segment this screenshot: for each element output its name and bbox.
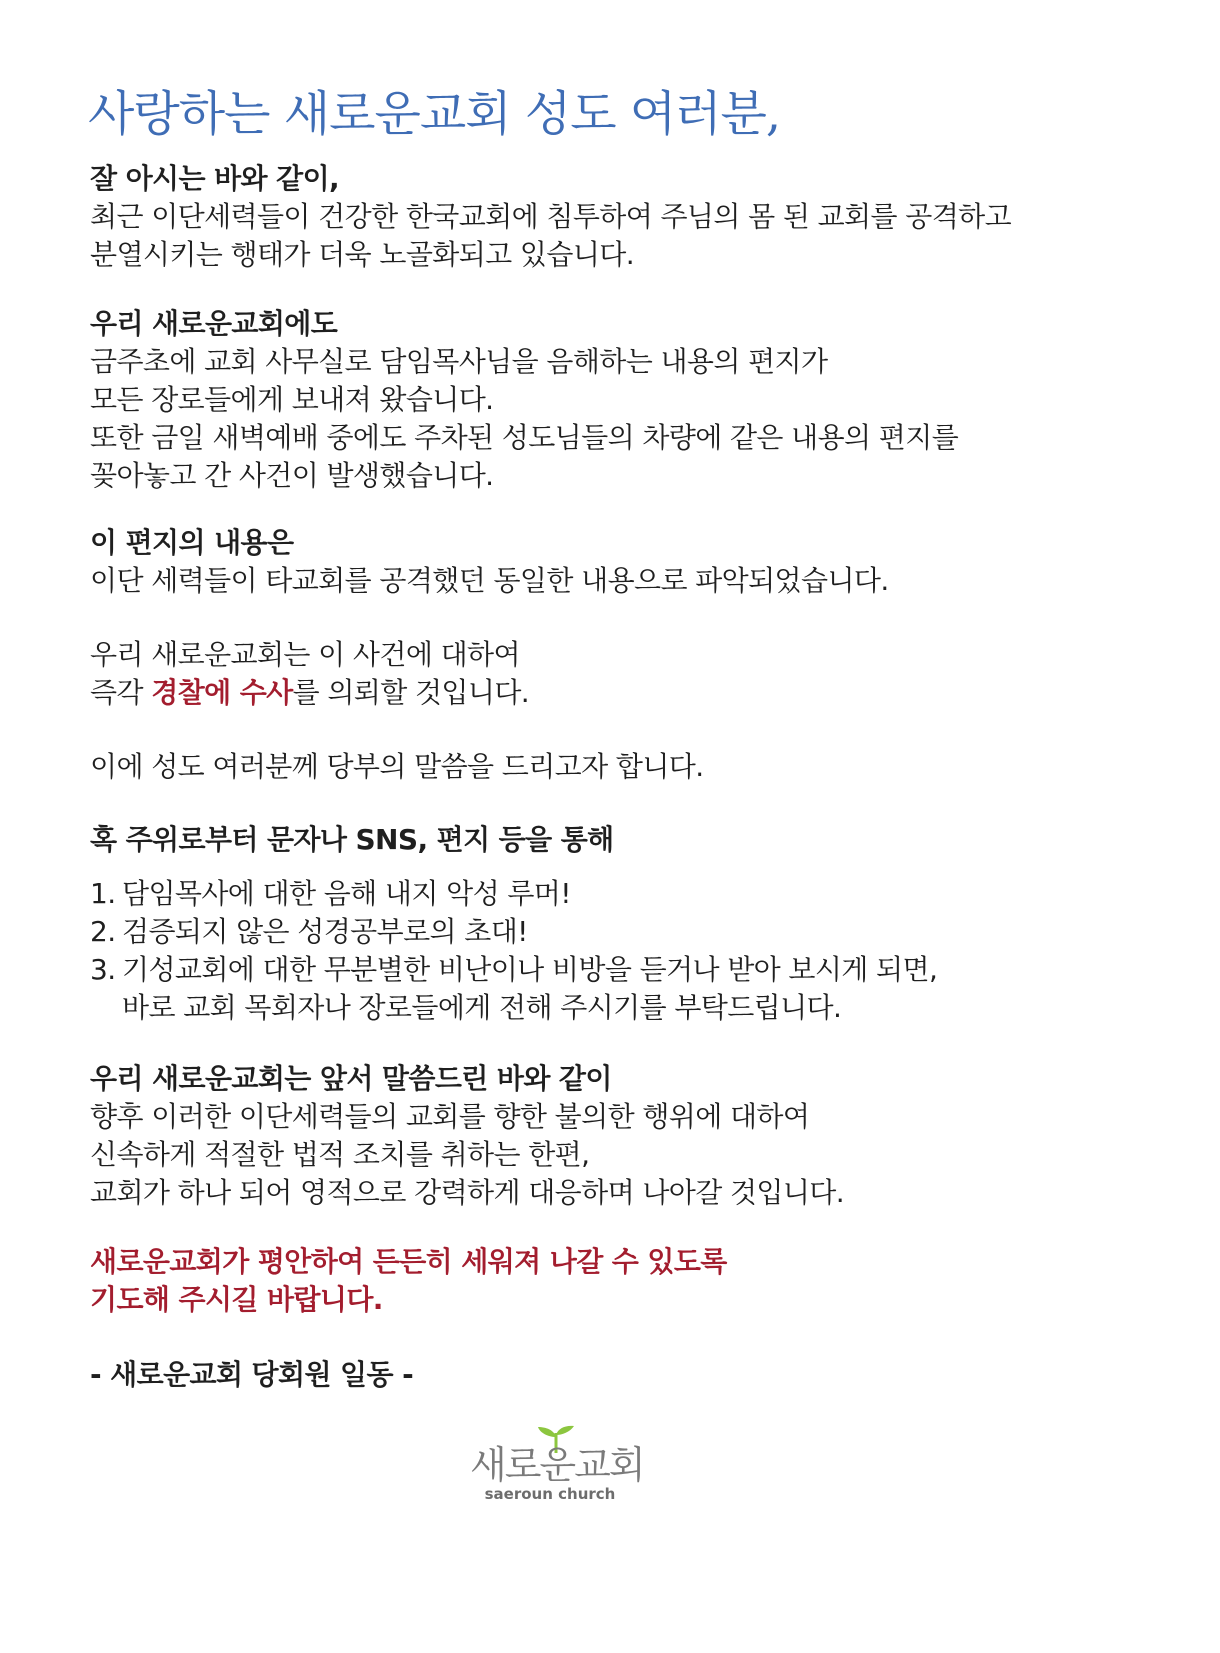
section-letter-line: 이단 세력들이 타교회를 공격했던 동일한 내용으로 파악되었습니다.: [90, 564, 889, 597]
logo-subtitle: saeroun church: [484, 1485, 616, 1503]
section-response-heading: 우리 새로운교회는 앞서 말씀드린 바와 같이: [90, 1062, 612, 1095]
section-intro: [90, 160, 1011, 274]
letter-title: 사랑하는 새로운교회 성도 여러분,: [88, 86, 781, 142]
list-item: [90, 875, 937, 913]
signature: - 새로운교회 당회원 일동 -: [90, 1358, 414, 1391]
section-warning-heading: 혹 주위로부터 문자나 SNS, 편지 등을 통해: [90, 823, 614, 856]
list-item: [90, 913, 937, 951]
list-item-text: 검증되지 않은 성경공부로의 초대!: [122, 915, 528, 948]
police-emphasis: 경찰에 수사: [151, 676, 293, 709]
section-response: [90, 1060, 844, 1212]
prayer-line: 기도해 주시길 바랍니다.: [90, 1283, 383, 1316]
list-item-text: 담임목사에 대한 음해 내지 악성 루머!: [122, 877, 571, 910]
list-item-continuation: 바로 교회 목회자나 장로들에게 전해 주시기를 부탁드립니다.: [122, 991, 842, 1024]
section-intro-line: 최근 이단세력들이 건강한 한국교회에 침투하여 주님의 몸 된 교회를 공격하고: [90, 200, 1012, 233]
list-item-number: 2.: [90, 915, 116, 948]
church-logo: [470, 1425, 644, 1505]
prayer-line: 새로운교회가 평안하여 든든히 세워져 나갈 수 있도록: [90, 1245, 727, 1278]
section-incident-line: 모든 장로들에게 보내져 왔습니다.: [90, 383, 494, 416]
section-response-line: 교회가 하나 되어 영적으로 강력하게 대응하며 나아갈 것입니다.: [90, 1176, 845, 1209]
section-incident: [90, 305, 958, 495]
list-item: [90, 951, 937, 1027]
section-police-line: [90, 674, 529, 712]
section-incident-line: 금주초에 교회 사무실로 담임목사님을 음해하는 내용의 편지가: [90, 345, 828, 378]
section-letter-content: [90, 524, 889, 600]
list-item-number: 1.: [90, 877, 116, 910]
section-request-line: 이에 성도 여러분께 당부의 말씀을 드리고자 합니다.: [90, 750, 704, 783]
section-response-line: 신속하게 적절한 법적 조치를 취하는 한편,: [90, 1138, 590, 1171]
list-item-text: 기성교회에 대한 무분별한 비난이나 비방을 듣거나 받아 보시게 되면,: [122, 953, 938, 986]
section-intro-heading: 잘 아시는 바와 같이,: [90, 162, 340, 195]
logo-name: 새로운교회: [470, 1443, 644, 1487]
police-line-prefix: 즉각: [90, 676, 152, 709]
section-incident-line: 또한 금일 새벽예배 중에도 주차된 성도님들의 차량에 같은 내용의 편지를: [90, 421, 959, 454]
section-incident-line: 꽂아놓고 간 사건이 발생했습니다.: [90, 459, 494, 492]
police-line-suffix: 를 의뢰할 것입니다.: [292, 676, 530, 709]
section-response-line: 향후 이러한 이단세력들의 교회를 향한 불의한 행위에 대하여: [90, 1100, 810, 1133]
section-prayer: [90, 1243, 727, 1319]
section-request: [90, 748, 704, 786]
section-police-line: 우리 새로운교회는 이 사건에 대하여: [90, 638, 520, 671]
section-letter-heading: 이 편지의 내용은: [90, 526, 294, 559]
warning-list: [90, 875, 937, 1027]
section-incident-heading: 우리 새로운교회에도: [90, 307, 338, 340]
section-warning: [90, 821, 614, 859]
list-item-number: 3.: [90, 953, 116, 986]
section-police: [90, 636, 529, 712]
section-intro-line: 분열시키는 행태가 더욱 노골화되고 있습니다.: [90, 238, 635, 271]
